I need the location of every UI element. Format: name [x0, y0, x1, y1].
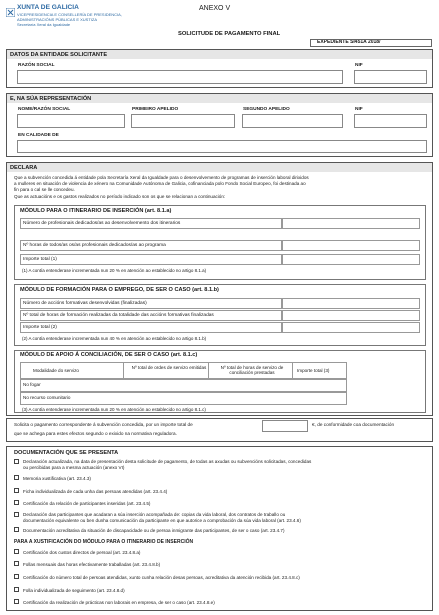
doc-checkbox-discapacidade[interactable] — [14, 527, 19, 532]
org-secretariat: Secretaría Xeral da Igualdade — [17, 22, 71, 27]
segundo-apelido-field[interactable] — [242, 114, 343, 128]
conciliacion-note: (3) A contía entenderase incrementada nun 20 % en atención ao establecido no artigo 8.1.c) — [22, 407, 206, 412]
doc-memoria: Memoria xustificativa (art. 23.4.3) — [23, 476, 91, 481]
documentacion-subtitle: PARA A XUSTIFICACIÓN DO MÓDULO PARA O ITINERARIO DE INSERCIÓN — [14, 539, 194, 545]
modulo-conciliacion-title: MÓDULO DE APOIO Á CONCILIACIÓN, DE SER O CASO (art. 8.1.c) — [20, 352, 198, 358]
itinerario-profesionais-value[interactable] — [282, 218, 420, 229]
org-name: XUNTA DE GALICIA — [17, 4, 79, 11]
representante-nif-label: NIF — [355, 107, 363, 112]
importe-total-field[interactable] — [262, 420, 308, 432]
col-modalidade: Modalidade do servizo — [33, 368, 79, 373]
xunta-logo — [6, 4, 15, 13]
doc-checkbox-declaracion[interactable] — [14, 459, 19, 464]
entidade-nif-label: NIF — [355, 63, 363, 68]
doc-participantes-line-2: documentación equivalente ou ben dunha comunicación da participante en que autorice a comprobación da súa vida laboral (art. 23.4.6) — [23, 518, 301, 523]
formacion-note: (2) A contía entenderase incrementada nun 40 % en atención ao establecido no artigo 8.1.b) — [22, 336, 207, 341]
col-ordes: Nº total de ordes de servizo emitidas — [131, 365, 207, 370]
conciliacion-row-fogar — [20, 379, 347, 392]
doc-participantes-line-1: Declaración das participantes que acadaran a súa inserción acompañada de: copias da vida laboral, dos contratos de traballo ou — [23, 512, 286, 517]
representacion-title: E, NA SÚA REPRESENTACIÓN — [7, 94, 432, 103]
doc2-checkbox-persoas[interactable] — [14, 574, 19, 579]
itinerario-importe-value[interactable] — [282, 254, 420, 265]
doc-checkbox-relacion[interactable] — [14, 500, 19, 505]
doc2-persoas: Certificación do número total de persoas atendidas, xunto cunha relación desas persoas, acreditativa da atención recibida (art. 23.4.8.c) — [23, 575, 300, 580]
expediente-field[interactable] — [310, 39, 432, 47]
formacion-row-horas: Nº total de horas de formación realizadas da totalidade das accións formativas finalizadas — [20, 310, 282, 321]
declara-text-1: Que a subvención concedida á entidade pola Secretaría Xeral da Igualdade para o desenvolvemento de programas de inserción laboral dirixidos — [14, 175, 309, 180]
primeiro-apelido-field[interactable] — [131, 114, 235, 128]
declara-text-3: fin para o cal se lle concedeu. — [14, 187, 75, 192]
documentacion-title: DOCUMENTACIÓN QUE SE PRESENTA — [14, 450, 119, 456]
doc-checkbox-ficha[interactable] — [14, 488, 19, 493]
solicita-text-1: Solicita o pagamento correspondente á subvención concedida, por un importe total de — [14, 422, 193, 427]
doc2-practicas: Certificación da realización de prácticas non laborais en empresa, de ser o caso (art. 23.4.8.e) — [23, 600, 215, 605]
entidade-nif-field[interactable] — [354, 70, 427, 84]
declara-title: DECLARA — [7, 163, 432, 172]
doc2-checkbox-practicas[interactable] — [14, 599, 19, 604]
modulo-formacion-title: MÓDULO DE FORMACIÓN PARA O EMPREGO, DE SER O CASO (art. 8.1.b) — [20, 287, 219, 293]
representante-nif-field[interactable] — [354, 114, 427, 128]
itinerario-horas-value[interactable] — [282, 240, 420, 251]
solicita-text-2: que se achega para estes efectos segundo o exixido na normativa reguladora. — [14, 431, 177, 436]
formacion-importe-value[interactable] — [282, 322, 420, 333]
razon-social-field[interactable] — [17, 70, 343, 84]
doc2-seguimento: Folla individualizada de seguimento (art. 23.4.8.d) — [23, 588, 125, 593]
calidade-field[interactable] — [17, 140, 427, 153]
formacion-accions-value[interactable] — [282, 298, 420, 309]
doc2-checkbox-follas[interactable] — [14, 561, 19, 566]
nome-field[interactable] — [17, 114, 125, 128]
annex-label: ANEXO V — [199, 5, 231, 12]
doc2-checkbox-seguimento[interactable] — [14, 587, 19, 592]
itinerario-row-horas: Nº horas de todos/as os/as profesionais dedicados/as ao programa — [20, 240, 282, 251]
expediente-label: EXPEDIENTE SI451A 2018/ — [317, 39, 381, 45]
org-department-2: ADMINISTRACIÓNS PÚBLICAS E XUSTIZA — [17, 17, 98, 22]
conciliacion-fogar-label: No fogar — [23, 382, 41, 387]
itinerario-row-profesionais: Número de profesionais dedicados/as ao desenvolvemento dos itinerarios — [20, 218, 282, 229]
itinerario-row-importe: Importe total (1) — [20, 254, 282, 265]
razon-social-label: RAZÓN SOCIAL — [18, 63, 55, 68]
doc-discapacidade: Documentación acreditativa da situación de discapacidade ou de persoa inmigrante das participantes, de ser o caso (art. 23.4.7) — [23, 528, 285, 533]
formacion-row-accions: Número de accións formativas desenvolvidas (finalizadas) — [20, 298, 282, 309]
document-title: SOLICITUDE DE PAGAMENTO FINAL — [178, 31, 281, 37]
org-department: VICEPRESIDENCIA E CONSELLERÍA DE PRESIDENCIA, — [17, 12, 122, 17]
doc-checkbox-memoria[interactable] — [14, 475, 19, 480]
doc-relacion: Certificación da relación de participantes inseridas (art. 23.4.5) — [23, 501, 151, 506]
primeiro-apelido-label: PRIMEIRO APELIDO — [132, 107, 179, 112]
declara-text-4: Que as actuacións e os gastos realizados no período indicado son os que se relacionan a continuación: — [14, 194, 226, 199]
nome-label: NOME/RAZÓN SOCIAL — [18, 107, 71, 112]
conciliacion-comunitario-label: No recurso comunitario — [23, 395, 71, 400]
col-horas: Nº total de horas de servizo de conciliación prestadas — [220, 365, 284, 376]
doc-declaracion-line-2: ou percibidas para a mesma actuación (anexo VI) — [23, 465, 125, 470]
doc-checkbox-participantes[interactable] — [14, 512, 19, 517]
formacion-horas-value[interactable] — [282, 310, 420, 321]
itinerario-note: (1) A contía entenderase incrementada nun 20 % en atención ao establecido no artigo 8.1.a) — [22, 268, 207, 273]
col-importe: Importe total (3) — [297, 368, 330, 373]
doc-declaracion-line-1: Declaración actualizada, na data de presentación desta solicitude de pagamento, de todas as axudas ou subvencións solicitadas, concedidas — [23, 459, 312, 464]
doc-ficha: Ficha individualizada de cada unha das persoas atendidas (art. 23.4.4) — [23, 489, 168, 494]
entidade-title: DATOS DA ENTIDADE SOLICITANTE — [7, 50, 432, 59]
declara-text-2: a mulleres en situación de violencia de xénero na Comunidade Autónoma de Galicia, cofinanciada polo Fondo Social Europeo, foi destinada ao — [14, 181, 306, 186]
solicita-text-1b: €, de conformidade coa documentación — [312, 422, 395, 427]
doc2-checkbox-custos[interactable] — [14, 549, 19, 554]
calidade-label: EN CALIDADE DE — [18, 133, 59, 138]
formacion-row-importe: Importe total (2) — [20, 322, 282, 333]
modulo-itinerario-title: MÓDULO PARA O ITINERARIO DE INSERCIÓN (art. 8.1.a) — [20, 208, 172, 214]
doc2-follas: Follas mensuais das horas efectivamente traballadas (art. 23.4.8.b) — [23, 562, 161, 567]
doc2-custos: Certificación dos custos directos de persoal (art. 23.4.8.a) — [23, 550, 141, 555]
segundo-apelido-label: SEGUNDO APELIDO — [243, 107, 290, 112]
